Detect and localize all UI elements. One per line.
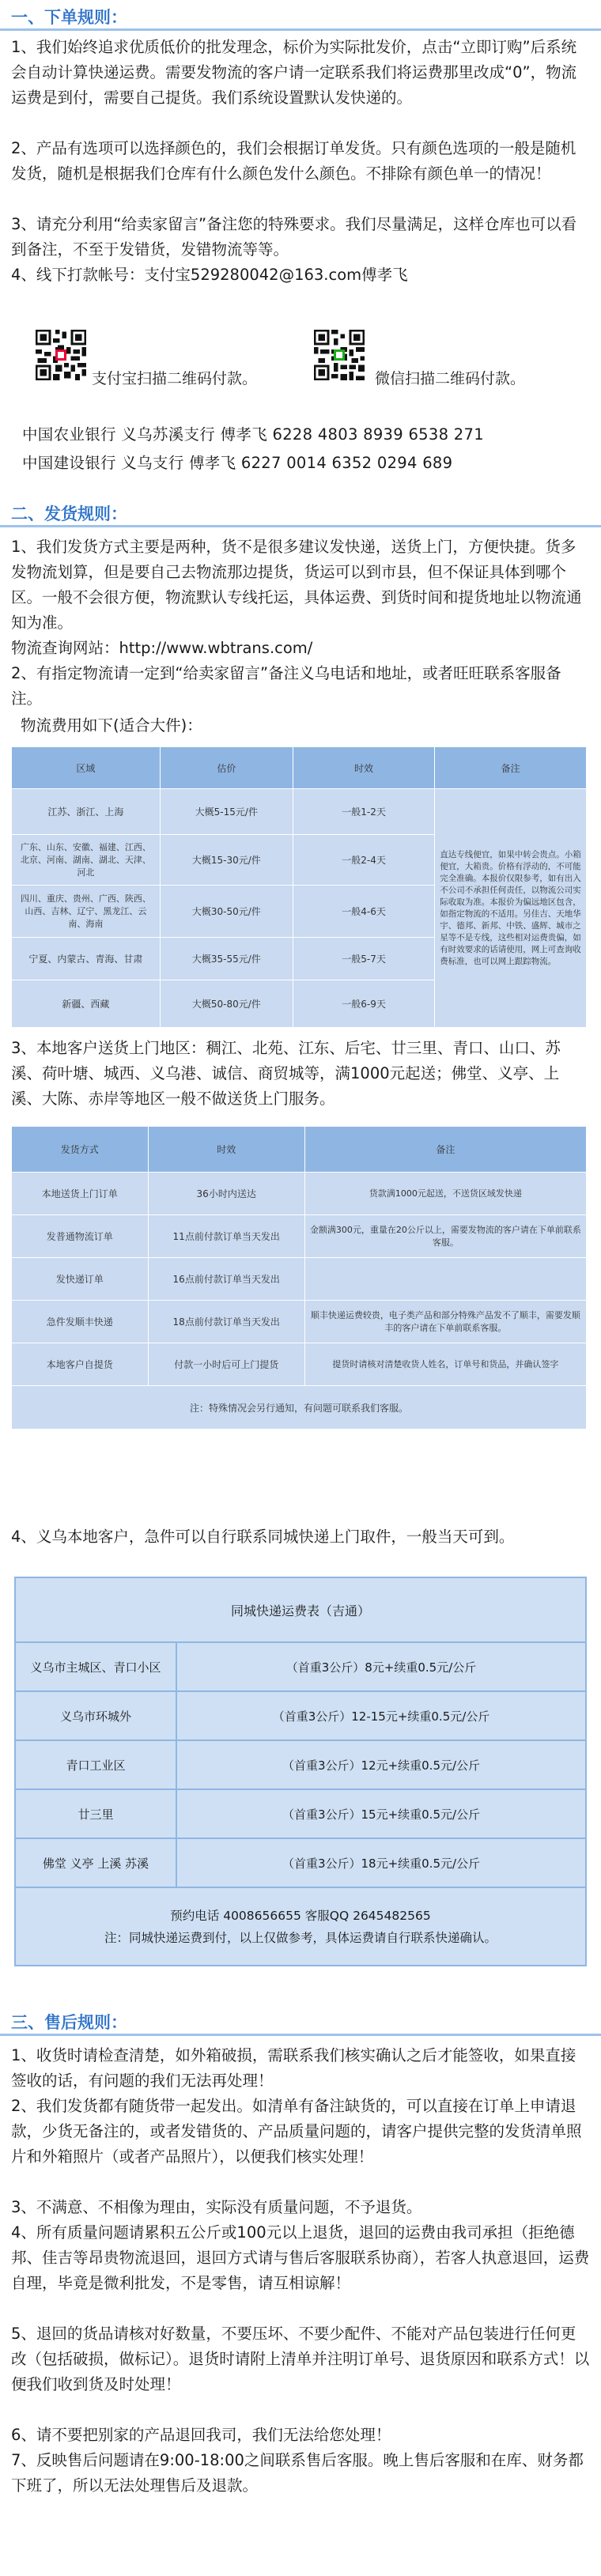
local-express-rate-table [14,1577,587,1966]
method-cell: 急件发顺丰快递 [12,1301,149,1343]
table-row [15,1691,586,1740]
price-cell: 大概35-55元/件 [160,938,293,980]
remark-cell: 顺丰快递运费较贵，电子类产品和部分特殊产品发不了顺丰，需要发顺丰的客户请在下单前联系客服。 [304,1301,586,1343]
remark-cell: 金额满300元，重量在20公斤以上，需要发物流的客户请在下单前联系客服。 [304,1215,586,1258]
remark-cell [304,1258,586,1301]
area-cell: 佛堂 义亭 上溪 苏溪 [15,1838,176,1887]
table-footnote-row [12,1386,587,1430]
after-sales-rule-3: 3、不满意、不相像为理由，实际没有质量问题，不予退货。 [11,2198,422,2216]
shipping-rule-2: 2、有指定物流请一定到“给卖家留言”备注义乌电话和地址，或者旺旺联系客服备注。 [11,664,561,708]
wechat-qr-code [312,327,367,383]
rate-table-footer [15,1887,586,1966]
table-row [12,789,587,835]
price-cell: 大概50-80元/件 [160,980,293,1028]
area-cell: 廿三里 [15,1789,176,1838]
column-header: 估价 [160,747,293,789]
section-shipping-rules-header [0,497,601,528]
after-sales-rule-5: 5、退回的货品请核对好数量，不要压坏、不要少配件、不能对产品包装进行任何更改（包括破损，做标记）。退货时请附上清单并注明订单号、退货原因和联系方式！以便我们收到货及时处理！ [11,2325,590,2393]
logistics-site: 物流查询网站：http://www.wbtrans.com/ [11,639,313,657]
region-cell: 广东、山东、安徽、福建、江西、北京、河南、湖南、湖北、天津、河北 [12,835,161,886]
section-title: 二、发货规则： [11,504,127,523]
order-rule-4: 4、线下打款帐号：支付宝529280042@163.com傅孝飞 [11,266,408,284]
column-header: 备注 [304,1127,586,1173]
region-cell: 新疆、西藏 [12,980,161,1028]
rate-cell: （首重3公斤）12元+续重0.5元/公斤 [176,1740,586,1789]
rate-table-note: 注：同城快递运费到付，以上仅做参考，具体运费请自行联系快递确认。 [104,1930,497,1945]
method-cell: 本地送货上门订单 [12,1173,149,1215]
duration-cell: 一般4-6天 [293,886,435,938]
bank-account-ccb: 中国建设银行 义乌支行 傅孝飞 6227 0014 6352 0294 689 [22,454,453,472]
duration-cell: 一般1-2天 [293,789,435,835]
remark-cell: 提货时请核对清楚收货人姓名，订单号和货品，并确认签字 [304,1343,586,1386]
column-header: 时效 [148,1127,304,1173]
timing-cell: 18点前付款订单当天发出 [148,1301,304,1343]
timing-cell: 付款一小时后可上门提货 [148,1343,304,1386]
logistics-note-cell: 直达专线便宜，如果中转会贵点。小箱便宜，大箱贵。价格有浮动的，不可能完全准确。本报价仅限参考，如有出入不公司不承担任何责任，以物流公司实际收取为准。本报价为偏远地区包含，如指定物流的不适用。另佳吉、天地华宇、德邦、新邦、中铁、盛辉、城市之星等不是专线，这些相对运费贵偏，如有时效要求的话请使用，网上可查询收费标准，也可以网上跟踪物流。 [435,789,587,1028]
table-header-row [12,1127,587,1173]
method-cell: 发快递订单 [12,1258,149,1301]
section-title: 三、售后规则： [11,2013,127,2032]
booking-phone: 预约电话 4008656655 客服QQ 2645482565 [170,1908,431,1923]
shipping-rule-1: 1、我们发货方式主要是两种，货不是很多建议发快递，送货上门，方便快捷。货多发物流划算，但是要自己去物流那边提货，货运可以到市县，但不保证具体到哪个区。一般不会很方便，物流默认专线托运，具体运费、到货时间和提货地址以物流通知为准。 [11,538,582,632]
order-rule-1: 1、我们始终追求优质低价的批发理念，标价为实际批发价，点击“立即订购”后系统会自动计算快递运费。需要发物流的客户请一定联系我们将运费那里改成“0”，物流运费是到付，需要自己提货。我们系统设置默认发快递的。 [11,38,577,107]
duration-cell: 一般2-4天 [293,835,435,886]
table-header-row [12,747,587,789]
price-cell: 大概30-50元/件 [160,886,293,938]
section-order-rules-header [0,0,601,32]
table-row [12,1343,587,1386]
shipping-rule-3: 3、本地客户送货上门地区：稠江、北苑、江东、后宅、廿三里、青口、山口、苏溪、荷叶塘、城西、义乌港、诚信、商贸城等，满1000元起送；佛堂、义亭、上溪、大陈、赤岸等地区一般不做送货上门服务。 [11,1039,561,1108]
timing-cell: 11点前付款订单当天发出 [148,1215,304,1258]
rate-cell: （首重3公斤）15元+续重0.5元/公斤 [176,1789,586,1838]
after-sales-rule-1: 1、收货时请检查清楚，如外箱破损，需联系我们核实确认之后才能签收，如果直接签收的话，有问题的我们无法再处理！ [11,2046,576,2090]
region-cell: 四川、重庆、贵州、广西、陕西、山西、吉林、辽宁、黑龙江、云南、海南 [12,886,161,938]
divider [0,2034,601,2036]
area-cell: 义乌市主城区、青口小区 [15,1642,176,1691]
after-sales-rule-4: 4、所有质量问题请累积五公斤或100元以上退货，退回的运费由我司承担（拒绝德邦、佳吉等昂贵物流退回，退回方式请与售后客服联系协商），若客人执意退回，运费自理，毕竟是微利批发，不是零售，请互相谅解！ [11,2223,590,2292]
duration-cell: 一般6-9天 [293,980,435,1028]
wechat-qr-caption: 微信扫描二维码付款。 [375,370,526,387]
table-row [12,1301,587,1343]
after-sales-rule-7: 7、反映售后问题请在9:00-18:00之间联系售后客服。晚上售后客服和在库、财务都下班了，所以无法处理售后及退款。 [11,2451,584,2495]
duration-cell: 一般5-7天 [293,938,435,980]
table-row [15,1838,586,1887]
alipay-qr-caption: 支付宝扫描二维码付款。 [92,370,258,387]
after-sales-rule-6: 6、请不要把别家的产品退回我司，我们无法给您处理！ [11,2426,391,2444]
bank-account-abc: 中国农业银行 义乌苏溪支行 傅孝飞 6228 4803 8939 6538 271 [22,425,484,444]
order-rule-3: 3、请充分利用“给卖家留言”备注您的特殊要求。我们尽量满足，这样仓库也可以看到备注，不至于发错货，发错物流等等。 [11,215,577,259]
after-sales-rule-2: 2、我们发货都有随货带一起发出。如清单有备注缺货的，可以直接在订单上申请退款，少货无备注的，或者发错货的、产品质量问题的，请客户提供完整的发货清单照片和外箱照片（或者产品照片），以便我们核实处理！ [11,2097,582,2166]
column-header: 发货方式 [12,1127,149,1173]
area-cell: 青口工业区 [15,1740,176,1789]
table-row [15,1642,586,1691]
region-cell: 江苏、浙江、上海 [12,789,161,835]
rate-cell: （首重3公斤）18元+续重0.5元/公斤 [176,1838,586,1887]
delivery-method-table [11,1126,587,1430]
section-after-sales-header [0,2005,601,2037]
divider [0,28,601,31]
method-cell: 本地客户自提货 [12,1343,149,1386]
logistics-fee-table [11,746,587,1028]
rate-cell: （首重3公斤）12-15元+续重0.5元/公斤 [176,1691,586,1740]
alipay-qr-code [33,327,89,383]
price-cell: 大概5-15元/件 [160,789,293,835]
table-footer-row [15,1887,586,1966]
divider [0,525,601,527]
logistics-fee-heading: 物流费用如下(适合大件)： [21,716,202,735]
shipping-rule-4: 4、义乌本地客户，急件可以自行联系同城快递上门取件，一般当天可到。 [11,1528,515,1546]
table-row [15,1740,586,1789]
order-rule-2: 2、产品有选项可以选择颜色的，我们会根据订单发货。只有颜色选项的一般是随机发货，随机是根据我们仓库有什么颜色发什么颜色。不排除有颜色单一的情况！ [11,139,576,183]
table-row [15,1789,586,1838]
price-cell: 大概15-30元/件 [160,835,293,886]
table-title-row [15,1577,586,1642]
timing-cell: 16点前付款订单当天发出 [148,1258,304,1301]
table-footnote: 注：特殊情况会另行通知，有问题可联系我们客服。 [12,1386,587,1430]
region-cell: 宁夏、内蒙古、青海、甘肃 [12,938,161,980]
timing-cell: 36小时内送达 [148,1173,304,1215]
table-row [12,1215,587,1258]
column-header: 备注 [435,747,587,789]
table-row [12,1258,587,1301]
rate-cell: （首重3公斤）8元+续重0.5元/公斤 [176,1642,586,1691]
remark-cell: 货款满1000元起送，不送货区域发快递 [304,1173,586,1215]
section-title: 一、下单规则： [11,8,127,27]
table-row [12,1173,587,1215]
area-cell: 义乌市环城外 [15,1691,176,1740]
column-header: 区域 [12,747,161,789]
rate-table-title: 同城快递运费表（吉通） [15,1577,586,1642]
method-cell: 发普通物流订单 [12,1215,149,1258]
column-header: 时效 [293,747,435,789]
